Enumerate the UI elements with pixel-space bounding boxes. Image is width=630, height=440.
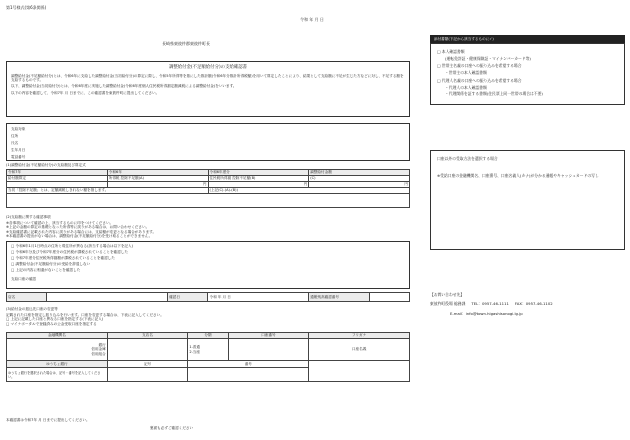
- shop-label: 店名: [7, 293, 47, 302]
- calc-r1c2: 所得税 控除不足額(A): [107, 176, 208, 182]
- attach-1-sub: (運転免許証・健康保険証・マイナンバーカード等): [445, 55, 531, 61]
- intro-box: [6, 61, 410, 117]
- balance-id-field[interactable]: [369, 293, 409, 302]
- checks-box: [6, 241, 410, 289]
- attach-3[interactable]: □ 代理人名義の口座への振り込みを希望する場合: [437, 77, 522, 83]
- calc-r2c4[interactable]: 円: [309, 182, 410, 188]
- note-3: ※支給確認書に記載された内容に誤りがある場合には、支給額が変更となる場合があります。: [6, 229, 157, 234]
- yucho-no-field[interactable]: [188, 368, 309, 382]
- bank-h-acct: 口座番号: [228, 333, 309, 339]
- check-1[interactable]: □ 令和6年1月1日時点の住所と現住所が異なる(該当する場合は以下を記入): [11, 244, 134, 248]
- contact-org: 東彼杵町役場 総務課: [430, 300, 466, 306]
- s3-note-2[interactable]: □ 上記に記載した口座と異なる口座を指定する(下表に記入): [6, 317, 104, 322]
- label-name: 氏名: [11, 141, 19, 145]
- kouza-table: [6, 292, 410, 302]
- attach-3-sub2: ・代理関係を証する書類(住民票上同一世帯の場合は不要): [445, 91, 543, 97]
- contact-fax: FAX：0957-46-1102: [514, 300, 553, 306]
- bank-h-branch: 支店名: [107, 333, 188, 339]
- acct-field[interactable]: [228, 339, 309, 361]
- kana-field[interactable]: [309, 339, 410, 361]
- label-target: 支給対象: [11, 127, 26, 131]
- calc-note1: 当初「控除不足額」とは、定額減税しきれない額を指します。: [7, 188, 209, 194]
- contact-tel: TEL：0957-46-1111: [471, 300, 509, 306]
- attach-title: 添付書類(下記から該当するものに✓): [430, 35, 625, 43]
- class-2: 2.当座: [189, 349, 200, 354]
- bank-h-name: 金融機関名: [7, 333, 108, 339]
- yucho-holder-field[interactable]: [309, 361, 410, 382]
- note-2: ※上記の金額の算定の基礎となった所得等に誤りがある場合は、お問い合わせください。: [6, 225, 150, 230]
- calc-h2: 令和6年: [107, 170, 208, 176]
- contact-mail[interactable]: E-mail：info@town.higashisonogi.lg.jp: [450, 311, 523, 317]
- section3-title: (3)給付金の振込先口座の変更等: [6, 307, 58, 311]
- calc-h1: 令和7年: [7, 170, 108, 176]
- shop-field[interactable]: [47, 293, 168, 302]
- attach-box: [430, 43, 625, 105]
- balance-id-label: 通帳残高確認番号: [309, 293, 369, 302]
- notes-block: [6, 221, 410, 239]
- addressee: 長崎県東彼杵郡東彼杵町長: [162, 41, 210, 46]
- bank-table: [6, 332, 410, 382]
- intro-p1: 調整給付金(不足額給付分)とは、令和6年に支給した調整給付金(当初給付分)の算定に際し、令和5年所得等を基にした推計額(令和6年分推計所得税額)を用いて算定したことにより、結果として支給額に不足が生じた方などに対し、不足する額を支給するものです。: [11, 73, 404, 82]
- yucho-kigo-field[interactable]: [107, 368, 188, 382]
- bank-check-label: 支給口座の確認: [11, 277, 37, 281]
- calc-r1c1: 給付額算定: [7, 176, 108, 182]
- form-number: 第1号様式(第6条関係): [6, 5, 47, 10]
- s3-note-1: 記載された口座を指定し振り込みを行います。口座を変更する場合は、下表に記入してください。: [6, 313, 164, 317]
- bank-type-2: 信用金庫: [91, 347, 106, 352]
- contact-title: 【お問い合わせ先】: [430, 292, 465, 297]
- calc-note2: (上記(C)-(A)-(B)): [208, 188, 410, 194]
- bank-h-kana: フリガナ: [309, 333, 410, 339]
- intro-p2: 以下、調整給付金(当初給付分)とは、令和6年度に実施した調整給付金(令和6年度個人住民税所得割定額減税による調整給付金)をいいます。: [11, 84, 237, 89]
- contact-row: [430, 302, 625, 307]
- note-4: ※本確認書の提出がない場合は、調整給付金(不足額給付分)を受け取ることができません。: [6, 234, 153, 239]
- date-line: 令和 年 月 日: [300, 17, 324, 22]
- form-title: 調整給付金(不足額給付分)の支給確認書: [168, 65, 248, 70]
- calc-h4: 調整給付金額: [309, 170, 410, 176]
- yucho-no-label: 番号: [188, 361, 309, 368]
- bank-type-1: 銀行: [98, 342, 106, 347]
- check-3[interactable]: □ 令和7年度分住民税所得割額が課税されていることを確認した: [11, 256, 115, 260]
- branch-field[interactable]: [107, 339, 188, 361]
- footer-note-2: 裏面も必ずご確認ください: [150, 426, 194, 430]
- attach-1[interactable]: □ 本人確認書類: [437, 49, 465, 54]
- bank-type-3: 信用組合: [91, 351, 106, 356]
- confirm-date-label: 確認日: [168, 293, 208, 302]
- footer-note-1: 本確認書は令和7年 月 日までに提出してください。: [6, 418, 90, 422]
- section3-notes: [6, 313, 410, 326]
- right-panel: [430, 0, 625, 440]
- alt-text: ※受給口座の金融機関名、口座番号、口座名義人(カナ)が分かる通帳やキャッシュカードの写し: [437, 172, 599, 178]
- bank-h-class: 分類: [188, 333, 228, 339]
- calc-table: [6, 169, 410, 208]
- calc-r2c2[interactable]: 円: [107, 182, 208, 188]
- attach-3-sub1: ・代理人の本人確認書類: [445, 84, 487, 90]
- class-1: 1.普通: [189, 345, 200, 350]
- attach-2[interactable]: □ 世帯主名義の口座への振り込みを希望する場合: [437, 63, 522, 69]
- class-field[interactable]: [188, 339, 228, 361]
- intro-p3: 以下の内容を確認して、令和7年 月 日までに、この確認書を東彼杵町に提出してください。: [11, 90, 160, 95]
- contact-box: [430, 293, 625, 317]
- calc-h3: 令和6年度分: [208, 170, 309, 176]
- calc-r1c3: 住民税所得割 控除不足額(B): [208, 176, 309, 182]
- section2-title: (2)支給額に関する確認事項: [6, 215, 51, 219]
- attach-2-sub: ・世帯主の本人確認書類: [445, 70, 487, 76]
- check-2[interactable]: □ 令和6年分及び令和7年度分の住民税が課税されていることを確認した: [11, 250, 128, 254]
- applicant-box: [6, 123, 410, 161]
- label-address: 住所: [11, 134, 19, 138]
- check-5[interactable]: □ 上記の内容に相違がないことを確認した: [11, 268, 81, 272]
- note-1: ※各事項について確認の上、該当するものに印をつけてください。: [6, 221, 114, 225]
- yucho-memo: ゆうちょ銀行を選択された場合は、記号・番号を記入してください。: [7, 368, 108, 382]
- confirm-date[interactable]: 令和 年 月 日: [208, 293, 309, 302]
- holder-label: 口座名義: [351, 347, 367, 352]
- section1-title: (1)調整給付金(不足額給付分)の支給額及び算定式: [6, 163, 86, 167]
- label-birthdate: 生年月日: [11, 148, 26, 152]
- check-4[interactable]: □ 調整給付金(不足額給付分)の受給を辞退しない: [11, 262, 91, 266]
- s3-note-3[interactable]: □ マイナポータルで登録済みの公金受取口座を指定する: [6, 321, 97, 326]
- calc-r2c3[interactable]: 円: [208, 182, 309, 188]
- bank-name-field[interactable]: [7, 339, 108, 361]
- alt-title: 口座以外の受取方法を選択する場合: [437, 156, 498, 161]
- yucho-kigo-label: 記号: [107, 361, 188, 368]
- calc-r1c4: (C): [309, 176, 410, 182]
- alt-box: [430, 150, 625, 250]
- label-phone: 電話番号: [11, 155, 26, 159]
- yucho-label: ゆうちょ銀行: [7, 361, 108, 368]
